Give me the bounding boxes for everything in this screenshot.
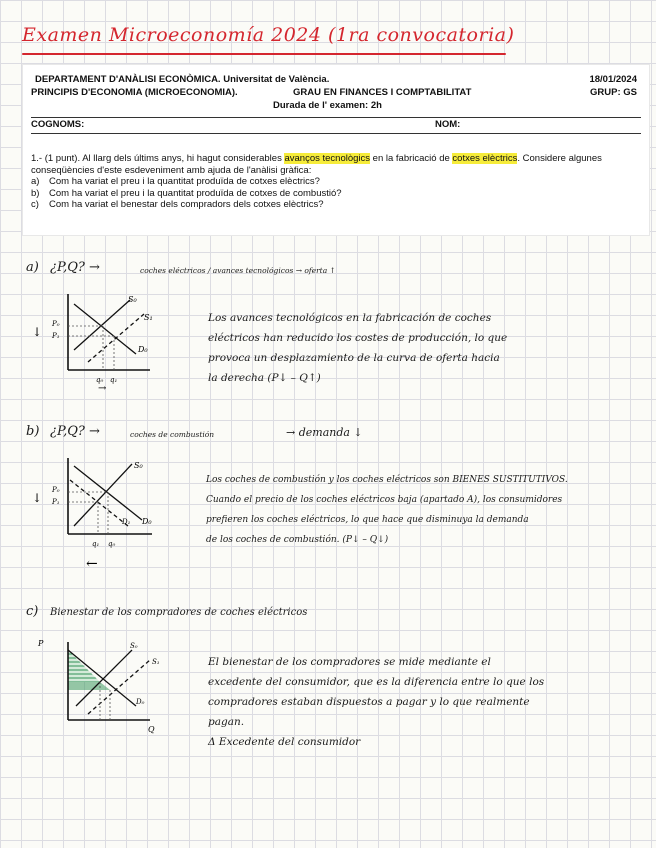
graph-a-label-q0: q₀ [96,376,104,384]
department-label: DEPARTAMENT D'ANÀLISI ECONÒMICA. Universitat de València. [35,74,330,85]
graph-c-label-d0: D₀ [136,698,145,706]
graph-a-label-p0: P₀ [52,320,60,328]
surnames-label: COGNOMS: [31,119,85,130]
highlight-tech: avanços tecnològics [284,153,371,164]
answer-b-line: de los coches de combustión. (P↓ – Q↓) [206,535,389,545]
graph-a-supply-shift [18,290,168,390]
question-1 [31,153,647,211]
graph-b-label-p0: P₀ [52,486,60,494]
header-rule-top [31,117,641,118]
duration-label: Durada de l' examen: 2h [273,100,382,111]
graph-c-consumer-surplus [24,636,174,736]
graph-a-label-p1: P₁ [52,332,60,340]
graph-a-price-down-arrow: ↓ [32,325,43,339]
highlight-cars: cotxes elèctrics [452,153,518,164]
answer-c-line: compradores estaban dispuestos a pagar y lo que realmente [208,696,530,708]
name-label: NOM: [435,119,461,130]
course-label: PRINCIPIS D'ECONOMIA (MICROECONOMIA). [31,87,238,98]
answer-c-conclusion: Δ Excedente del consumidor [208,736,361,748]
graph-a-supply-s1 [88,314,144,362]
answer-a-heading: ¿P,Q? → [50,260,100,275]
answer-a-line: eléctricos han reducido los costes de producción, lo que [208,332,508,344]
graph-b-label-q1: q₁ [92,540,100,548]
exam-date: 18/01/2024 [589,74,637,85]
page-title: Examen Microeconomía 2024 (1ra convocatoria) [22,24,515,46]
answer-b-line: Cuando el precio de los coches eléctricos baja (apartado A), los consumidores [206,495,563,505]
question-item-b: b) Com ha variat el preu i la quantitat produïda de cotxes de combustió? [31,187,342,199]
graph-c-surplus-area [68,650,100,682]
graph-b-quantity-left-arrow: ← [86,556,98,572]
answer-c-label: c) [26,604,39,619]
graph-a-label-q1: q₁ [110,376,118,384]
graph-c-label-p: P [38,639,44,648]
answer-b-line: prefieren los coches eléctricos, lo que hace que disminuya la demanda [206,515,529,525]
answer-b-note-demand: → demanda ↓ [286,426,363,439]
graph-c-surplus-gain [68,682,110,690]
answer-c-line: pagan. [208,716,245,728]
degree-label: GRAU EN FINANCES I COMPTABILITAT [293,87,472,98]
graph-b-label-s0: S₀ [134,461,143,470]
answer-a-line: Los avances tecnológicos en la fabricación de coches [208,312,492,324]
answer-c-heading: Bienestar de los compradores de coches eléctricos [50,607,308,618]
graph-c-label-s1: S₁ [152,658,160,666]
answer-c-line: El bienestar de los compradores se mide mediante el [208,656,491,668]
answer-a-line: la derecha (P↓ – Q↑) [208,372,321,384]
graph-a-label-s1: S₁ [144,313,153,322]
question-item-a: a) Com ha variat el preu i la quantitat produïda de cotxes elèctrics? [31,176,320,187]
graph-a-label-d0: D₀ [138,345,148,354]
graph-b-demand-shift [18,454,168,574]
graph-c-label-q: Q [148,725,155,734]
header-rule-bottom [31,133,641,134]
exam-group: GRUP: GS [590,87,637,98]
graph-b-label-p1: P₁ [52,498,60,506]
graph-c-label-s0: S₀ [130,642,138,650]
graph-a-label-s0: S₀ [128,295,137,304]
graph-b-demand-d1 [70,480,128,526]
answer-b-text [206,470,568,550]
answer-b-label: b) [26,424,40,439]
exam-header-sheet [22,64,650,236]
graph-b-label-d1: D₁ [122,518,131,526]
answer-b-line: Los coches de combustión y los coches eléctricos son BIENES SUSTITUTIVOS. [206,475,568,485]
answer-a-text [208,308,507,388]
answer-b-note-goods: coches de combustión [130,430,215,439]
answer-b-heading: ¿P,Q? → [50,424,100,439]
answer-c-text [208,652,544,752]
graph-a-quantity-right-arrow: → [98,383,107,390]
title-underline [22,53,506,55]
answer-a-label: a) [26,260,39,275]
answer-c-line: excedente del consumidor, que es la diferencia entre lo que los [208,676,545,688]
graph-b-label-q0: q₀ [108,540,116,548]
answer-a-line: provoca un desplazamiento de la curva de oferta hacia [208,352,500,364]
question-intro: 1.- (1 punt). Al llarg dels últims anys, hi hagut considerables avanços tecnològics en la fabricació de cotxes elèctrics. Considere algunes conseqüències d'este esdeveniment amb ajuda de l'anàlisi gràfica: [31,153,602,176]
graph-b-label-d0: D₀ [142,517,152,526]
answer-a-note: coches eléctricos / avances tecnológicos → oferta ↑ [140,266,336,275]
graph-b-price-down-arrow: ↓ [32,491,43,505]
question-item-c: c) Com ha variat el benestar dels compradors dels cotxes elèctrics? [31,199,324,210]
